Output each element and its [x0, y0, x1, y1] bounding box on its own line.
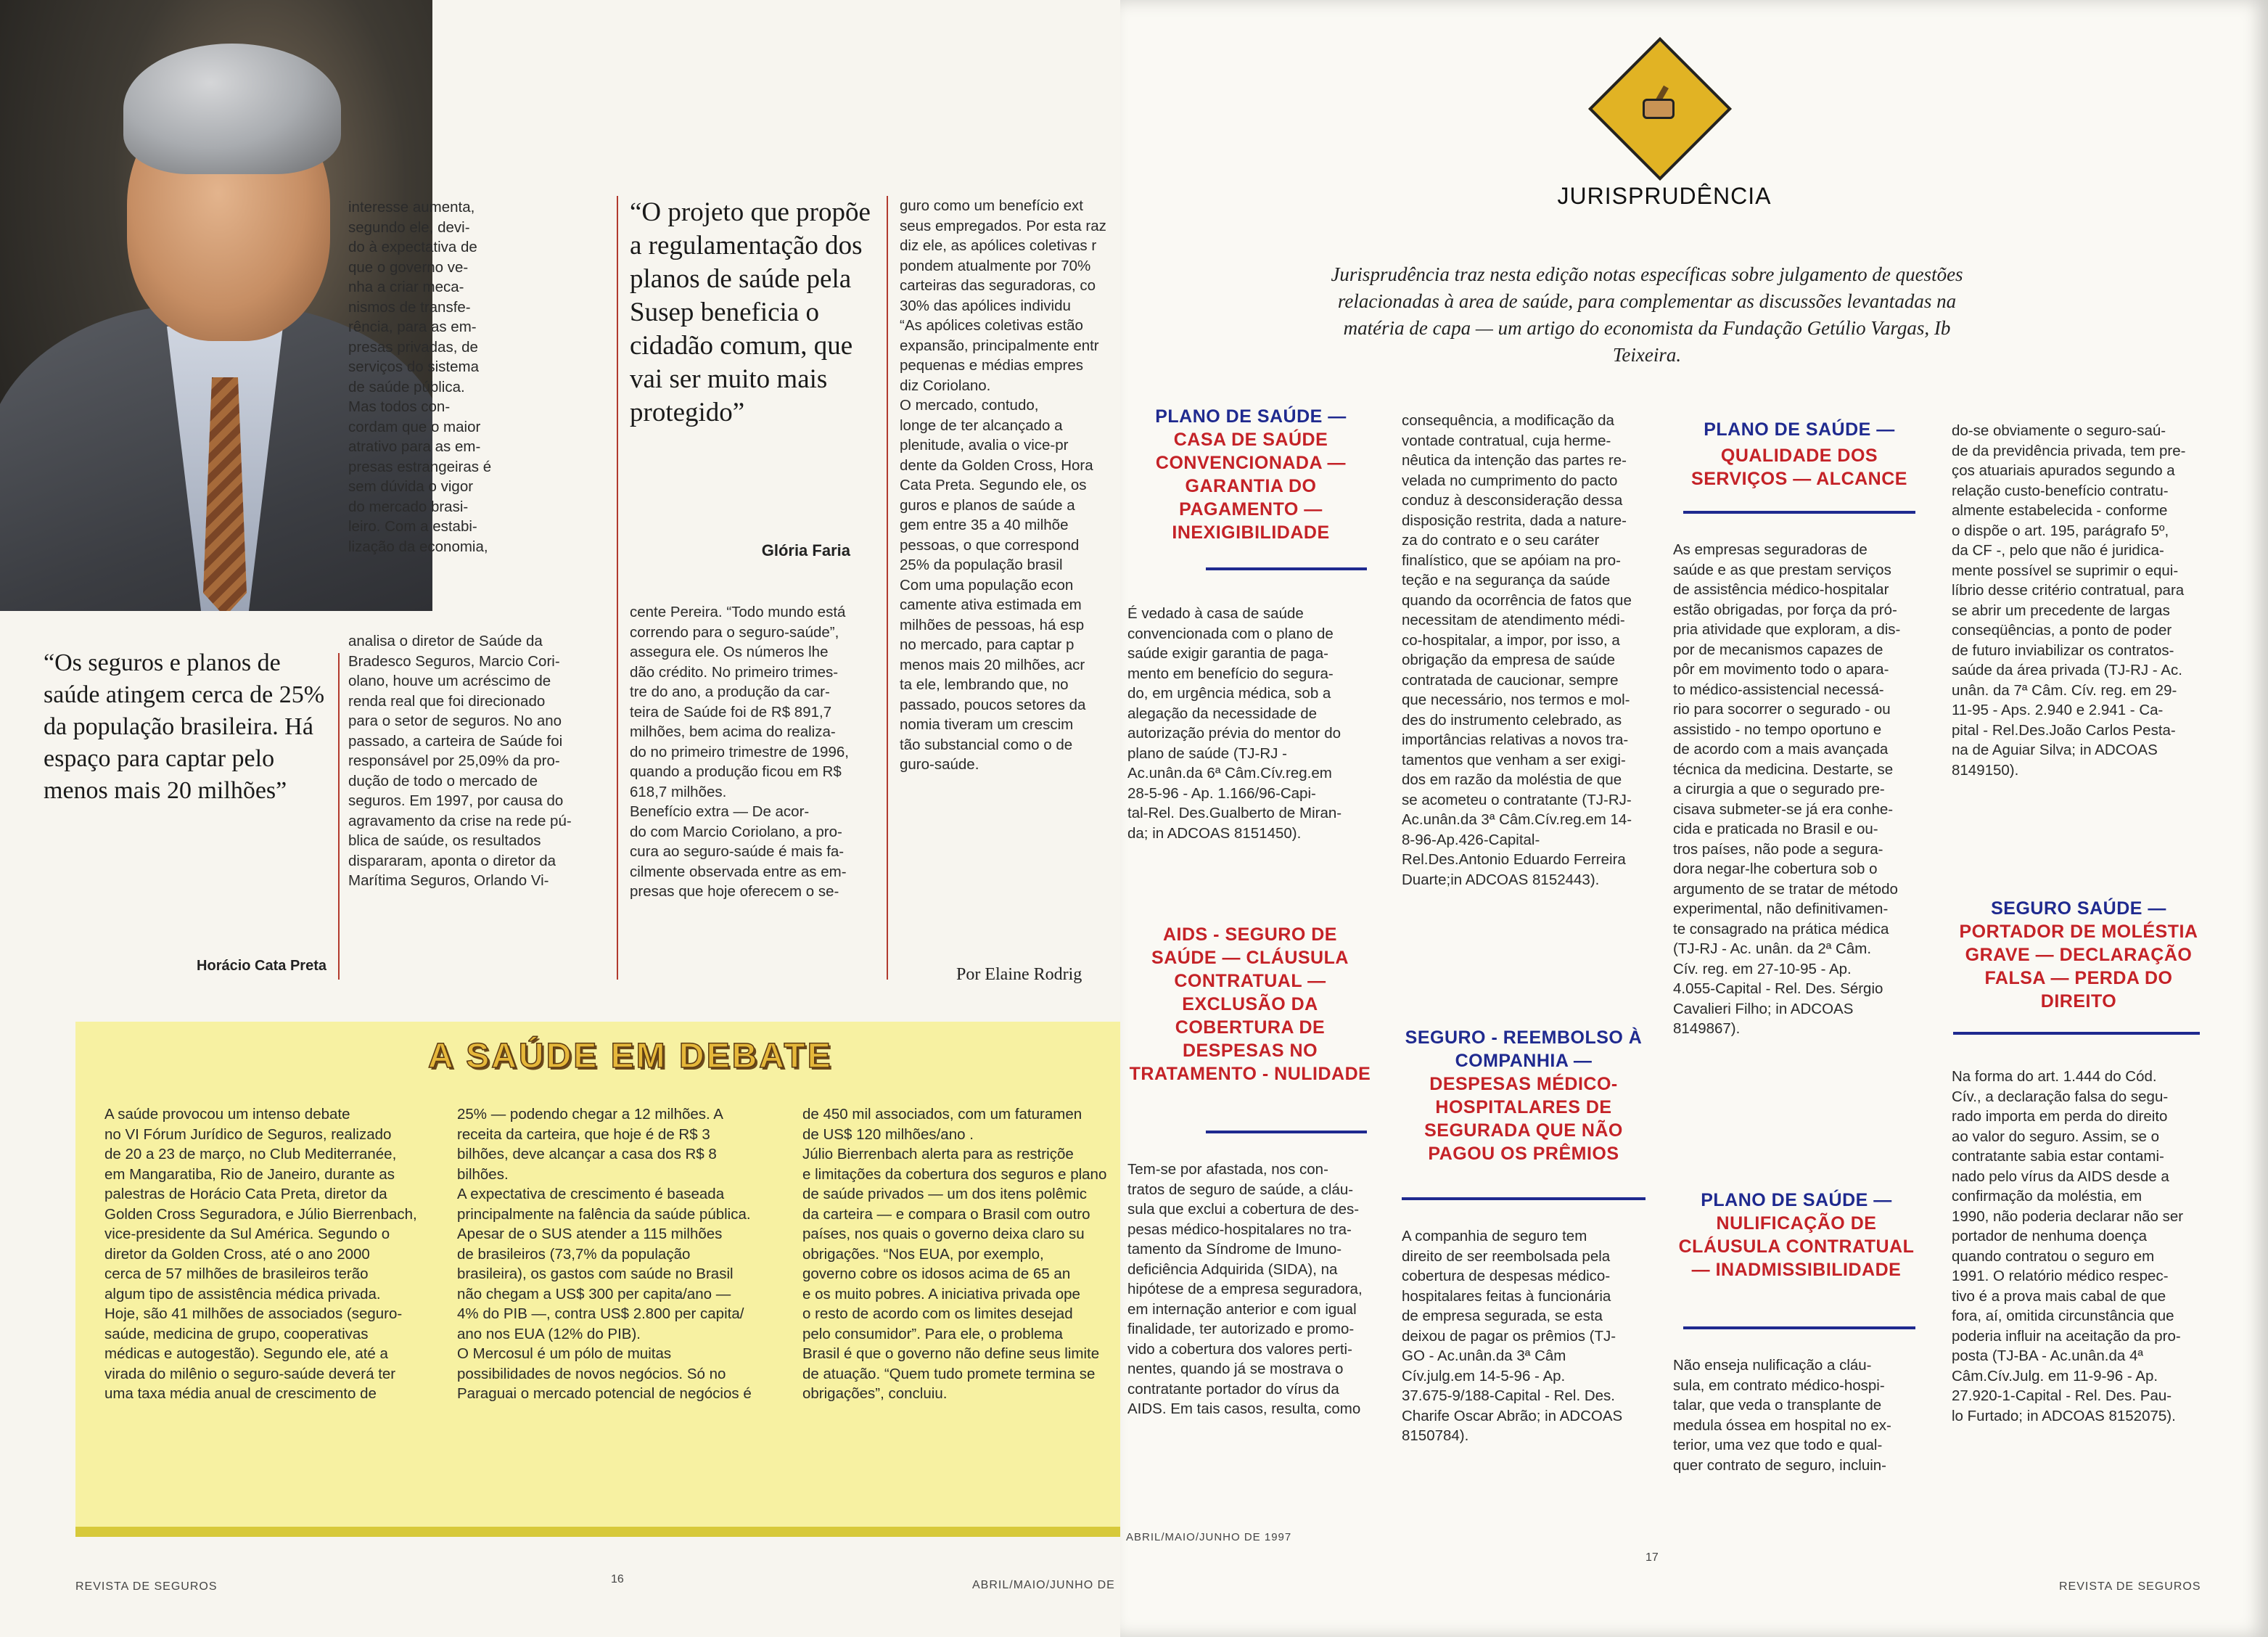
heading-rule — [1953, 1032, 2200, 1035]
item2-body: Tem-se por afastada, nos con- tratos de seguro de saúde, a cláu- sula que exclui a cobertura de des- pesas médico-hospitalares no tra- tamento da Síndrome de Imuno- deficiência Adquirida (SIDA), na hipótese de a empresa seguradora, em internação anterior e com igual finalidade, ter autorizado e promo- vido a cobertura dos valores perti- nentes, quando já se mostrava o contratante portador do vírus da AIDS. Em tais casos, resulta, como — [1127, 1161, 1363, 1417]
center-quote-attribution: Glória Faria — [761, 541, 850, 559]
section-intro: Jurisprudência traz nesta edição notas específicas sobre julgamento de questões relacionadas à area de saúde, para complementar as discussões levantadas na matéria de capa — um artigo do economista da Fundação Getúlio Vargas, Ib Teixeira. — [1331, 263, 1963, 366]
debate-column-1: A saúde provocou um intenso debate no VI Fórum Jurídico de Seguros, realizado de 20 a 23 de março, no Club Mediterranée, em Mangaratiba, Rio de Janeiro, durante as palestras de Horácio Cata Preta, diretor da Golden Cross Seguradora, e Júlio Bierrenbach, vice-presidente da Sul América. Segundo o diretor da Golden Cross, até o ano 2000 cerca de 57 milhões de brasileiros terão algum tipo de assistência médica privada. Hoje, são 41 milhões de associados (seguro- saúde, medicina de grupo, cooperativas médicas e autogestão). Segundo ele, até a virada do milênio o seguro-saúde deverá ter uma taxa média anual de crescimento de — [104, 1106, 417, 1402]
heading-rule — [1402, 1197, 1645, 1200]
footer-date-right: ABRIL/MAIO/JUNHO DE 1997 — [1126, 1531, 1292, 1543]
item1-heading-red: CASA DE SAÚDE CONVENCIONADA — GARANTIA DO PAGAMENTO — INEXIGIBILIDADE — [1155, 430, 1347, 543]
item6-heading-blue: SEGURO SAÚDE — — [1991, 898, 2166, 919]
column-rule — [338, 653, 340, 980]
item3-body: A companhia de seguro tem direito de ser reembolsada pela cobertura de despesas médico- hospitalares feitas à funcionária de empresa segurada, se esta deixou de pagar os prêmios (TJ- GO - Ac.unân.da 3ª Câm Cív.julg.em 14-5-96 - Ap. 37.675-9/188-Capital - Rel. Des. Charife Oscar Abrão; in ADCOAS 8150784). — [1402, 1228, 1623, 1444]
column-rule — [617, 196, 618, 980]
gavel-icon — [1637, 86, 1683, 132]
item5-heading-red: NULIFICAÇÃO DE CLÁUSULA CONTRATUAL — INADMISSIBILIDADE — [1678, 1213, 1915, 1280]
item1-body: É vedado à casa de saúde convencionada com o plano de saúde exigir garantia de paga- mento em benefício do segura- do, em urgência médica, sob a alegação da necessidade de autorização prévia do mentor do plano de saúde (TJ-RJ - Ac.unân.da 6ª Câm.Cív.reg.em 28-5-96 - Ap. 1.166/96-Capi- tal-Rel. Des.Gualberto de Miran- da; in ADCOAS 8151450). — [1127, 605, 1342, 842]
heading-rule — [1206, 1131, 1367, 1133]
item6-body: Na forma do art. 1.444 do Cód. Cív., a declaração falsa do segu- rado importa em perda do direito ao valor do seguro. Assim, se o contratante sabia estar contami- nado pelo vírus da AIDS desde a confirmação da moléstia, em 1990, não poderia declarar não ser portador de nenhuma doença quando contratou o seguro em 1991. O relatório médico respec- tivo é a prova mais cabal de que fora, aí, omitida circunstância que poderia influir na aceitação da pro- posta (TJ-BA - Ac.unân.da 4ª Câm.Cív.Julg. em 11-9-96 - Ap. 27.920-1-Capital - Rel. Des. Pau- lo Furtado; in ADCOAS 8152075). — [1952, 1068, 2184, 1424]
center-pull-quote: “O projeto que propõe a regulamentação dos planos de saúde pela Susep beneficia o cidadão comum, que vai ser muito mais protegido” — [630, 197, 871, 427]
footer-magazine-left: REVISTA DE SEGUROS — [75, 1580, 218, 1593]
footer-date-left: ABRIL/MAIO/JUNHO DE — [972, 1579, 1115, 1591]
item6-heading-red: PORTADOR DE MOLÉSTIA GRAVE — DECLARAÇÃO FALSA — PERDA DO DIREITO — [1959, 922, 2198, 1012]
heading-rule — [1206, 567, 1367, 570]
column-rule — [887, 196, 888, 980]
column-b-continuation: consequência, a modificação da vontade contratual, cuja herme- nêutica da intenção das partes re- velada no cumprimento do pacto conduz à desconsideração dessa disposição restrita, dada a nature- za do contrato e o seu caráter finalístico, que se apóiam na pro- teção e na segurança da saúde quando da ocorrência de fatos que necessitam de atendimento médi- co-hospitalar, a impor, por isso, a obrigação da empresa de saúde contratada de caucionar, sempre que necessário, nos termos e mol- des do instrumento celebrado, as importâncias relativas a novos tra- tamentos que venham a ser exigi- dos em razão da moléstia de que se acometeu o contratante (TJ-RJ- Ac.unân.da 3ª Câm.Cív.reg.em 14- 8-96-Ap.426-Capital- Rel.Des.Antonio Eduardo Ferreira Duarte;in ADCOAS 8152443). — [1402, 412, 1632, 888]
debate-column-2: 25% — podendo chegar a 12 milhões. A receita da carteira, que hoje é de R$ 3 bilhões, deve alcançar a casa dos R$ 8 bilhões. A expectativa de crescimento é baseada principalmente na falência da saúde pública. Apesar de o SUS atender a 115 milhões de brasileiros (73,7% da população brasileira), os gastos com saúde no Brasil não chegam a US$ 300 per capita/ano — 4% do PIB —, contra US$ 2.800 per capita/ ano nos EUA (12% do PIB). O Mercosul é um pólo de muitas possibilidades de novos negócios. Só no Paraguai o mercado potencial de negócios é — [457, 1106, 752, 1402]
article-column-1: interesse aumenta, segundo ele, devi- do à expectativa de que o governo ve- nha a criar meca- nismos de transfe- rência, para as em- presas privadas, de serviços do sistema de saúde pública. Mas todos con- cordam que o maior atrativo para as em- presas estrangeiras é sem dúvida o vigor do mercado brasi- leiro. Com a estabi- lização da economia, — [348, 199, 492, 555]
article-column-3: guro como um benefício ext seus empregados. Por esta raz diz ele, as apólices coletivas r pondem atualmente por 70% carteiras das seguradoras, co 30% das apólices individu “As apólices coletivas estão expansão, principalmente entr pequenas e médias empres diz Coriolano. O mercado, contudo, longe de ter alcançado a plenitude, avalia o vice-pr dente da Golden Cross, Hora Cata Preta. Segundo ele, os guros e planos de saúde a gem entre 35 a 40 milhõe pessoas, o que correspond 25% da população brasil Com uma população econ camente ativa estimada em milhões de pessoas, há esp no mercado, para captar p menos mais 20 milhões, acr ta ele, lembrando que, no passado, poucos setores da nomia tiveram um crescim tão substancial como o de guro-saúde. — [900, 197, 1106, 773]
article-column-1-continued: analisa o diretor de Saúde da Bradesco Seguros, Marcio Cori- olano, houve um acréscimo de renda real que foi direcionado para o setor de seguros. No ano passado, a carteira de Saúde foi responsável por 25,09% da pro- dução de todo o mercado de seguros. Em 1997, por causa do agravamento da crise na rede pú- blica de saúde, os resultados dispararam, aponta o diretor da Marítima Seguros, Orlando Vi- — [348, 633, 572, 889]
byline: Por Elaine Rodrig — [956, 965, 1082, 984]
page-number-left: 16 — [611, 1573, 624, 1585]
column-d-continuation: do-se obviamente o seguro-saú- de da previdência privada, tem pre- ços atuariais apurados segundo a relação custo-benefício contratu- almente estabelecida - conforme o dispõe o art. 195, parágrafo 5º, da CF -, pelo que não é juridica- mente possível se suprimir o equi- líbrio desse critério contratual, para se abrir um precedente de largas conseqüências, a ponto de poder de futuro inviabilizar os contratos- saúde da área privada (TJ-RJ - Ac. unân. da 7ª Câm. Cív. reg. em 29- 11-95 - Aps. 2.940 e 2.941 - Ca- pital - Rel.Des.João Carlos Pesta- na de Aguiar Silva; in ADCOAS 8149150). — [1952, 422, 2186, 779]
debate-box-title: A SAÚDE EM DEBATE — [428, 1037, 833, 1075]
heading-rule — [1683, 1326, 1915, 1329]
page-number-right: 17 — [1645, 1551, 1659, 1564]
debate-column-3: de 450 mil associados, com um faturamen de US$ 120 milhões/ano . Júlio Bierrenbach alerta para as restriçõe e limitações da cobertura dos seguros e plano de saúde privados — um dos itens polêmic da carteira — e compara o Brasil com outro países, nos quais o governo deixa claro su obrigações. “Nos EUA, por exemplo, governo cobre os idosos acima de 65 an e os muito pobres. A iniciativa privada ope o resto de acordo com os limites desejad pelo consumidor”. Para ele, o problema Brasil é que o governo não define seus limite de atuação. “Quem tudo promete termina se obrigações”, concluiu. — [802, 1106, 1107, 1402]
item2-heading: AIDS - SEGURO DE SAÚDE — CLÁUSULA CONTRATUAL — EXCLUSÃO DA COBERTURA DE DESPESAS NO TRATAMENTO - NULIDADE — [1129, 924, 1371, 1084]
item1-heading-blue: PLANO DE SAÚDE — — [1155, 406, 1347, 427]
pull-quote-attribution: Horácio Cata Preta — [197, 958, 326, 974]
pull-quote-left: “Os seguros e planos de saúde atingem cerca de 25% da população brasileira. Há espaço para captar pelo menos mais 20 milhões” — [44, 649, 325, 804]
item4-heading-blue: PLANO DE SAÚDE — — [1704, 419, 1895, 440]
item4-body: As empresas seguradoras de saúde e as que prestam serviços de assistência médico-hospitalar estão obrigadas, por força da pró- pria atividade que exploram, a dis- por de mecanismos capazes de pôr em movimento todo o apara- to médico-assistencial necessá- rio para socorrer o segurado - ou assistido - no tempo oportuno e de acordo com a mais avançada técnica da medicina. Destarte, se a cirurgia a que o segurado pre- cisava submeter-se já era conhe- cida e praticada no Brasil e ou- tros países, não pode a segura- dora negar-lhe cobertura sob o argumento de se tratar de método experimental, não definitivamen- te consagrado na prática médica (TJ-RJ - Ac. unân. da 2ª Câm. Cív. reg. em 27-10-95 - Ap. 4.055-Capital - Rel. Des. Sérgio Cavalieri Filho; in ADCOAS 8149867). — [1673, 541, 1901, 1037]
item4-heading-red: QUALIDADE DOS SERVIÇOS — ALCANCE — [1691, 446, 1907, 489]
item5-body: Não enseja nulificação a cláu- sula, em contrato médico-hospi- talar, que veda o transplante de medula óssea em hospital no ex- terior, uma vez que todo e qual- quer contrato de seguro, incluin- — [1673, 1357, 1891, 1474]
article-column-2: cente Pereira. “Todo mundo está correndo para o seguro-saúde”, assegura ele. Os números lhe dão crédito. No primeiro trimes- tre do ano, a produção da car- teira de Saúde foi de R$ 891,7 milhões, bem acima do realiza- do no primeiro trimestre de 1996, quando a produção ficou em R$ 618,7 milhões. Benefício extra — De acor- do com Marcio Coriolano, a pro- cura ao seguro-saúde é mais fa- cilmente observada entre as em- presas que hoje oferecem o se- — [630, 604, 849, 900]
section-title: JURISPRUDÊNCIA — [1557, 183, 1772, 209]
item3-heading-blue: SEGURO - REEMBOLSO À COMPANHIA — — [1405, 1027, 1643, 1071]
item5-heading-blue: PLANO DE SAÚDE — — [1701, 1190, 1892, 1210]
item3-heading-red: DESPESAS MÉDICO-HOSPITALARES DE SEGURADA QUE NÃO PAGOU OS PRÊMIOS — [1424, 1074, 1623, 1164]
footer-magazine-right: REVISTA DE SEGUROS — [2059, 1580, 2201, 1593]
heading-rule — [1683, 511, 1915, 514]
